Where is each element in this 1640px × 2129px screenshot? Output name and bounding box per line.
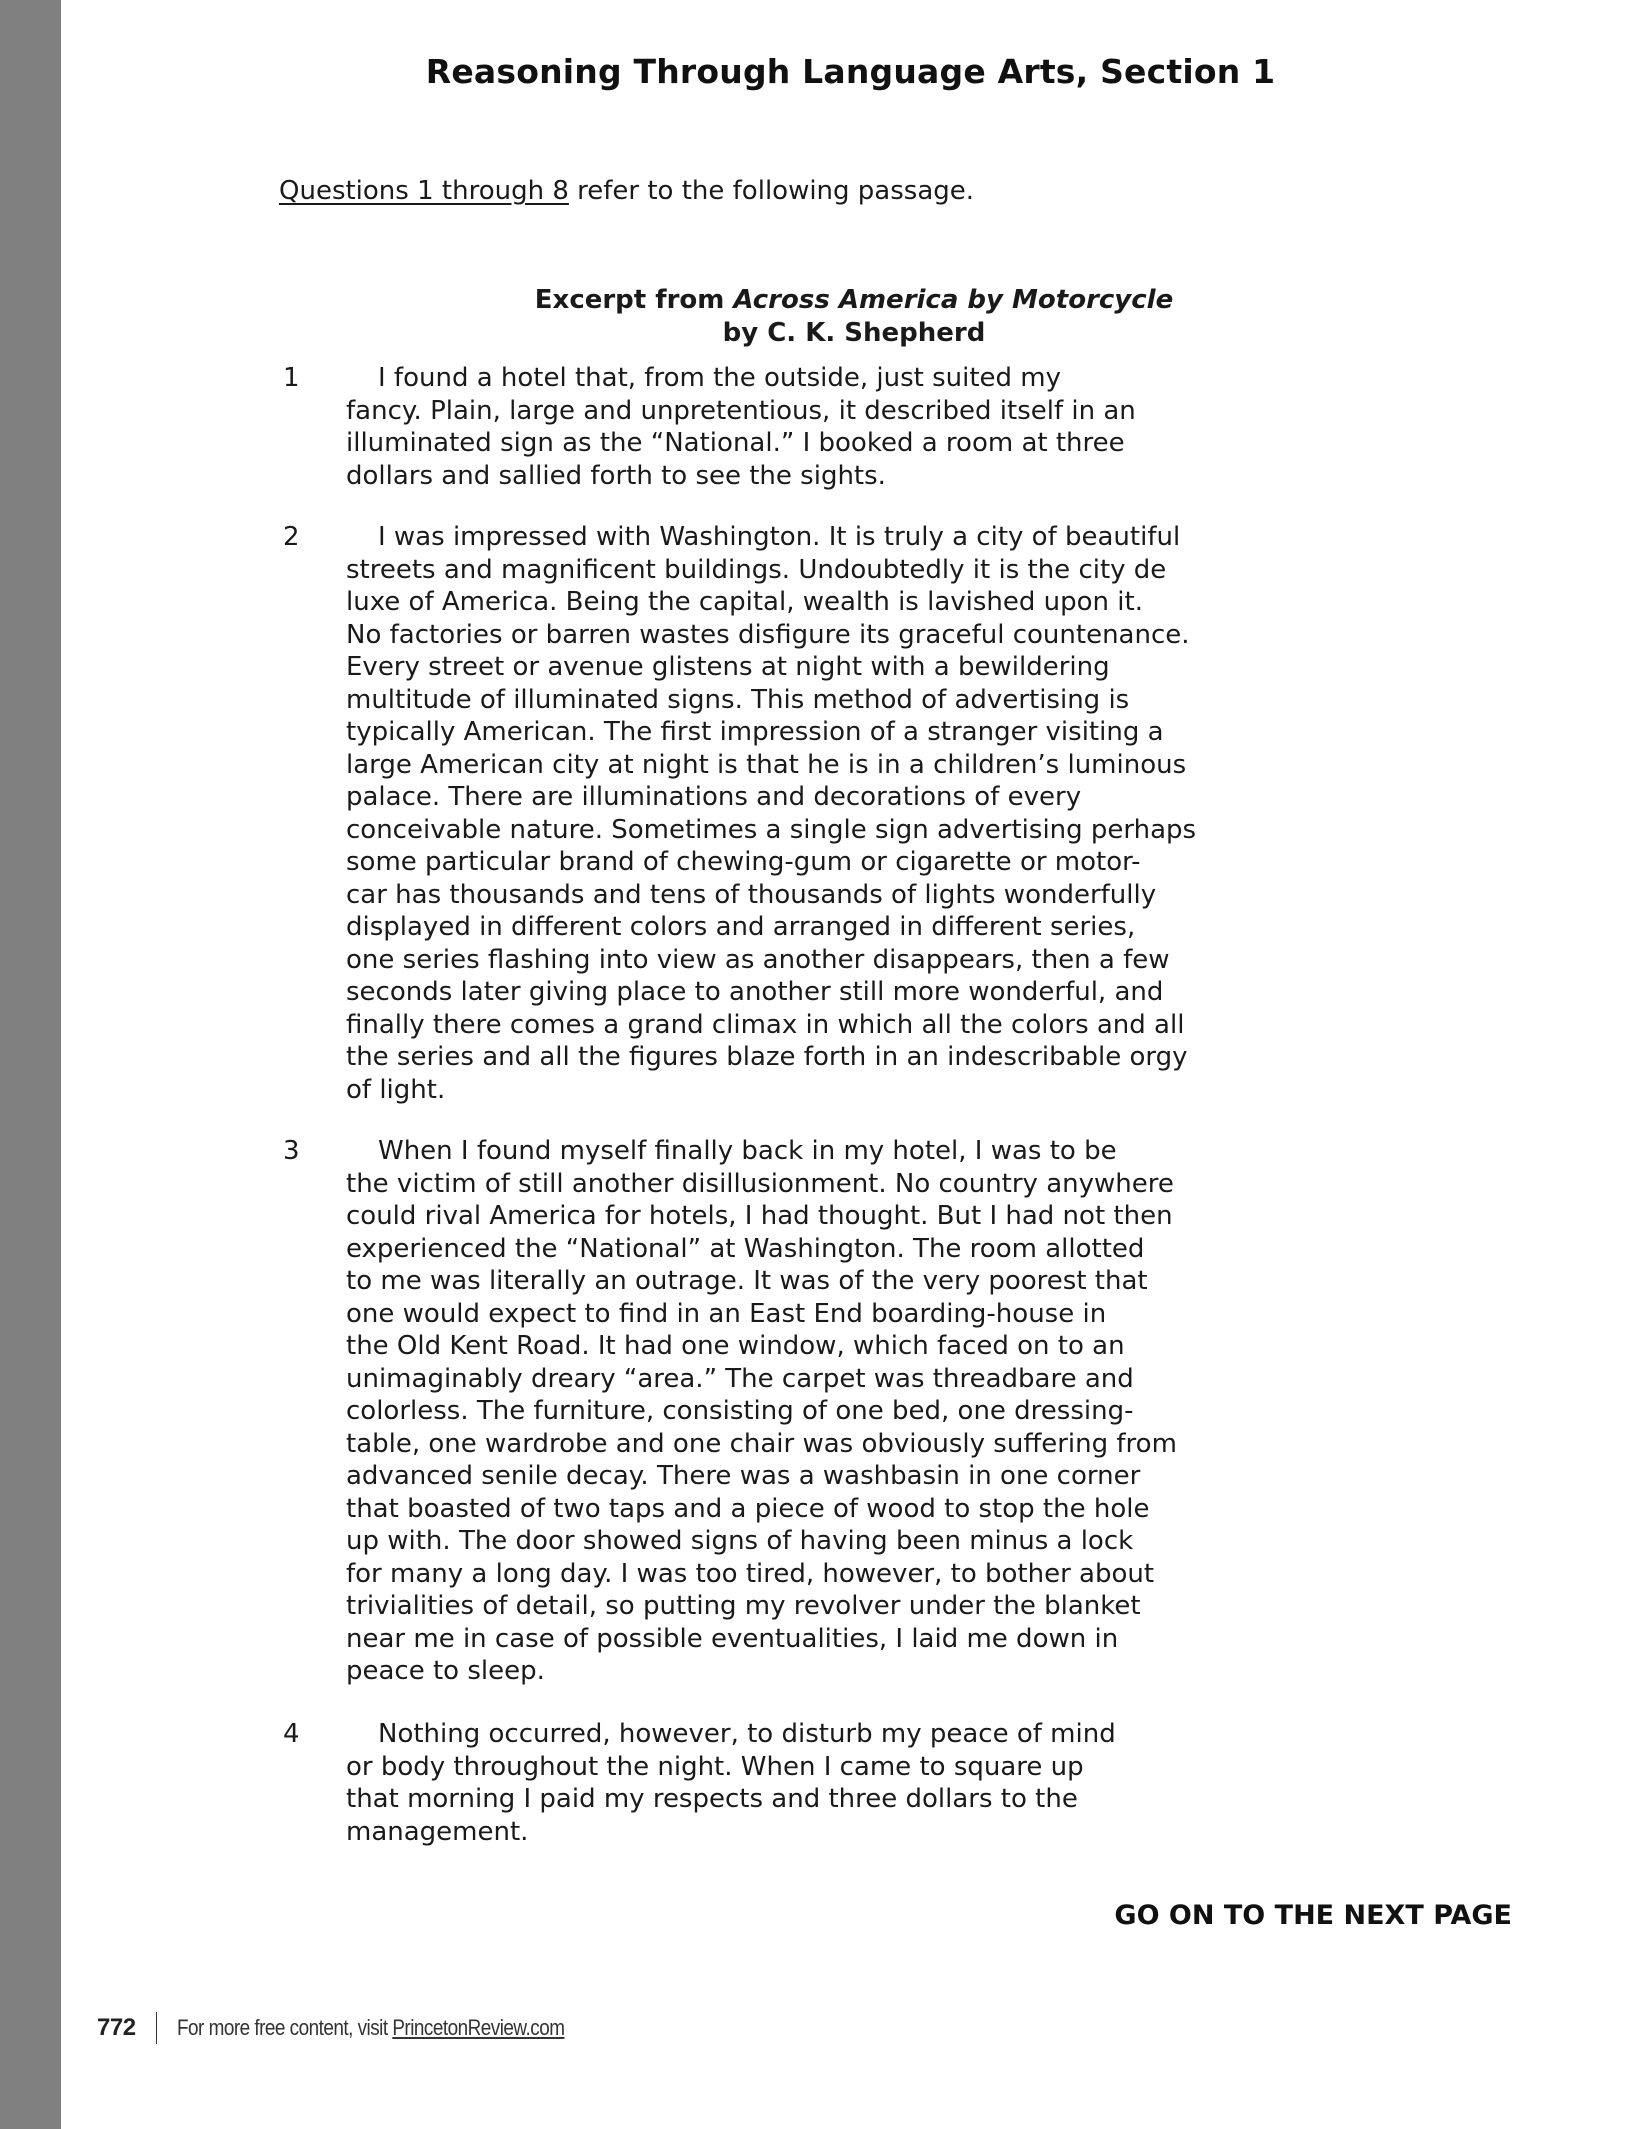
paragraph-number: 1 xyxy=(283,363,300,393)
paragraph-number: 2 xyxy=(283,522,300,552)
paragraph-text: I found a hotel that, from the outside, just suited my fancy. Plain, large and unpretentious, it described itself in an illuminated sign as the “National.” I booked a room at three dollars and sallied forth to see the sights. xyxy=(346,363,1136,491)
book-title: Across America by Motorcycle xyxy=(733,285,1174,315)
paragraph-text: Nothing occurred, however, to disturb my peace of mind or body throughout the night. When I came to square up that morning I paid my respects and three dollars to the management. xyxy=(346,1719,1116,1847)
intro-text: refer to the following passage. xyxy=(568,176,975,206)
question-range: Questions 1 through 8 xyxy=(279,176,569,206)
paragraph-number: 4 xyxy=(283,1719,300,1749)
paragraph-text: I was impressed with Washington. It is truly a city of beautiful streets and magnificent buildings. Undoubtedly it is the city de luxe of America. Being the capital, wealth is lavished upon it. No factories or barren wastes disfigure its graceful countenance. Every street or avenue glistens at night with a bewildering multitude of illuminated signs. This method of advertising is typically American. The first impression of a stranger visiting a large American city at night is that he is in a children’s luminous palace. There are illuminations and decorations of every conceivable nature. Sometimes a single sign advertising perhaps some particular brand of chewing-gum or cigarette or motor- car has thousands and tens of thousands of lights wonderfully displayed in different colors and arranged in different series, one series flashing into view as another disappears, then a few seconds later giving place to another still more wonderful, and finally there comes a grand climax in which all the colors and all the series and all the figures blaze forth in an indescribable orgy of light. xyxy=(346,522,1197,1105)
page-footer xyxy=(97,2008,627,2048)
paragraph-2 xyxy=(283,521,1283,1106)
paragraph-number: 3 xyxy=(283,1136,300,1166)
page-number: 772 xyxy=(97,2014,136,2041)
paragraph-3 xyxy=(283,1135,1283,1688)
princeton-review-link[interactable]: PrincetonReview.com xyxy=(391,2015,564,2040)
excerpt-author: by C. K. Shepherd xyxy=(722,318,986,348)
page-edge-sidebar xyxy=(0,0,61,2129)
paragraph-4 xyxy=(283,1718,1283,1848)
paragraph-text: When I found myself finally back in my hotel, I was to be the victim of still another disillusionment. No country anywhere could rival America for hotels, I had thought. But I had not then experienced the “National” at Washington. The room allotted to me was literally an outrage. It was of the very poorest that one would expect to find in an East End boarding-house in the Old Kent Road. It had one window, which faced on to an unimaginably dreary “area.” The carpet was threadbare and colorless. The furniture, consisting of one bed, one dressing- table, one wardrobe and one chair was obviously suffering from advanced senile decay. There was a washbasin in one corner that boasted of two taps and a piece of wood to stop the hole up with. The door showed signs of having been minus a lock for many a long day. I was too tired, however, to bother about trivialities of detail, so putting my revolver under the blanket near me in case of possible eventualities, I laid me down in peace to sleep. xyxy=(346,1136,1177,1686)
excerpt-heading xyxy=(340,284,1368,350)
passage-intro xyxy=(279,176,974,206)
footer-promo: For more free content, visit PrincetonReview.com xyxy=(176,2015,564,2040)
section-title: Reasoning Through Language Arts, Section 1 xyxy=(425,52,1276,91)
footer-divider xyxy=(156,2012,157,2044)
paragraph-1 xyxy=(283,362,1283,492)
excerpt-title: Excerpt from Across America by Motorcycle xyxy=(534,285,1174,315)
go-on-next-page: GO ON TO THE NEXT PAGE xyxy=(1114,1900,1512,1931)
